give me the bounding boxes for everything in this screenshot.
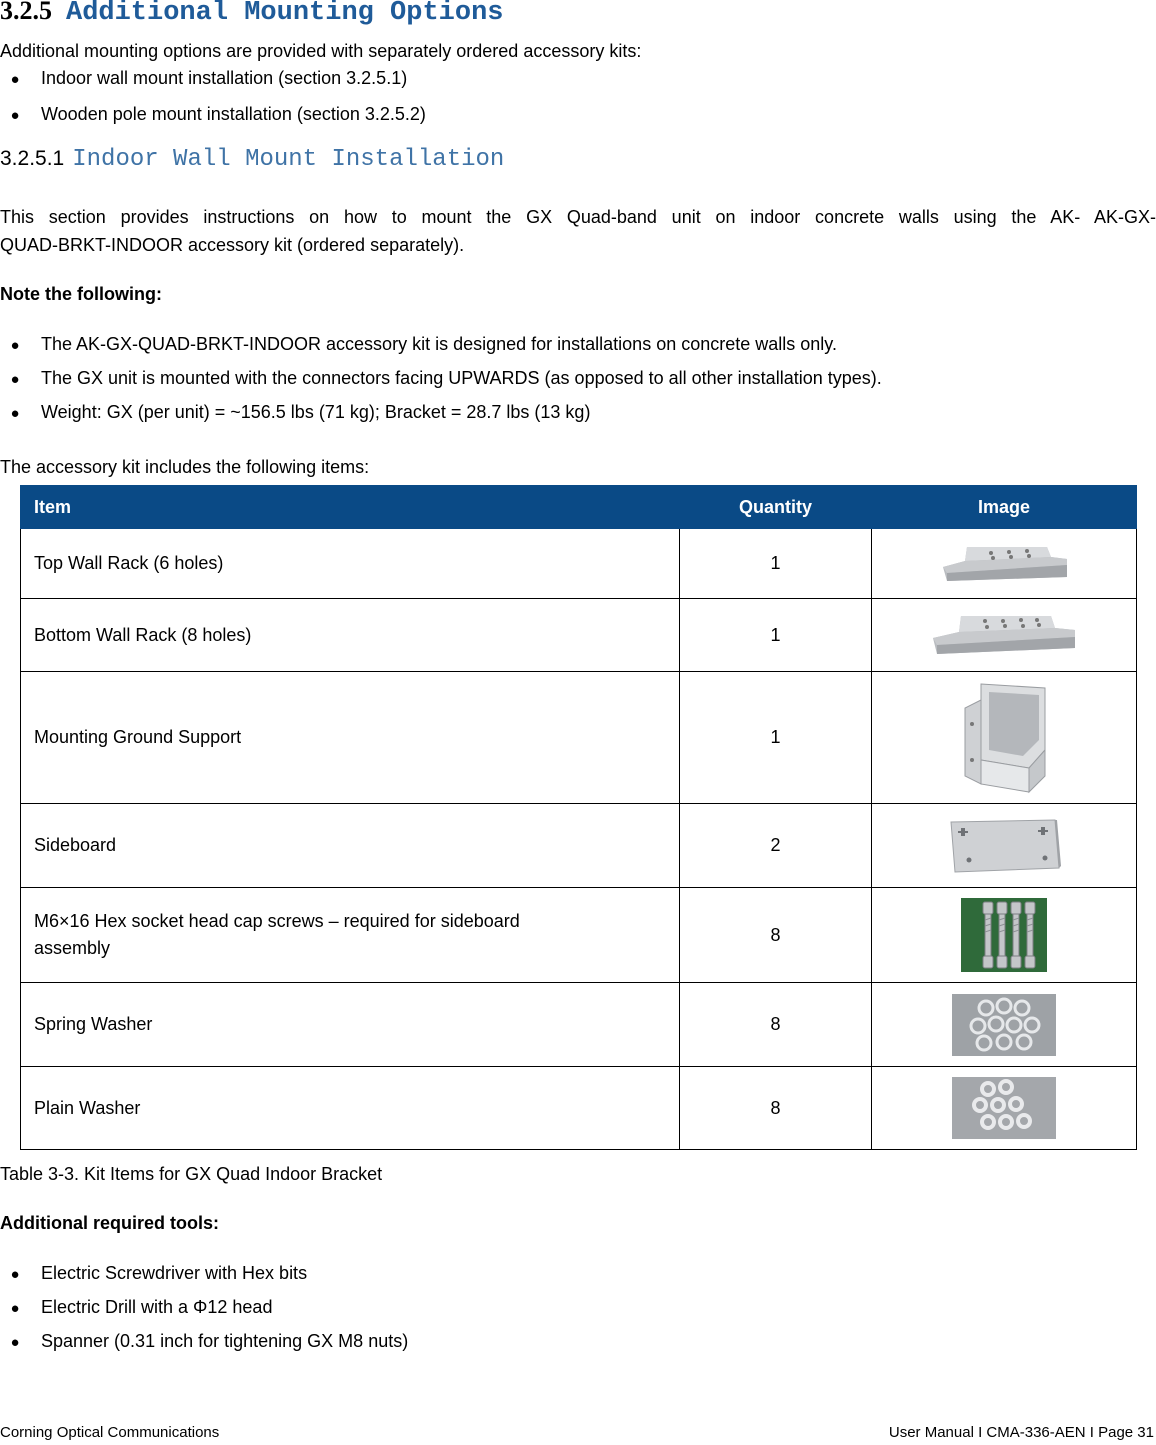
list-item: [0, 334, 1100, 360]
table-row: [21, 888, 1137, 983]
spring-washer-icon: [952, 994, 1056, 1056]
cell-image: [872, 1067, 1137, 1150]
table-row: [21, 804, 1137, 888]
cell-item: [21, 888, 680, 983]
cell-quantity: 8: [680, 888, 872, 983]
section-heading: [0, 0, 503, 28]
footer-right: User Manual I CMA-336-AEN I Page 31: [888, 1424, 1154, 1441]
paragraph-line: This section provides instructions on how to mount the GX Quad-band unit on indoor concrete walls using the AK- AK-GX-: [0, 207, 1156, 227]
hex-screws-icon: [961, 898, 1047, 972]
subsection-heading: [0, 146, 504, 173]
table-row: [21, 529, 1137, 599]
table-row: [21, 672, 1137, 804]
list-item: [0, 1331, 1100, 1357]
table-header-row: [21, 486, 1137, 529]
cell-image: [872, 983, 1137, 1067]
header-item: Item: [21, 486, 680, 529]
bullet-icon: ●: [10, 71, 20, 88]
cell-item: Spring Washer: [21, 983, 680, 1067]
note-heading: Note the following:: [0, 284, 162, 304]
table-row: [21, 983, 1137, 1067]
list-item-text: The GX unit is mounted with the connectors facing UPWARDS (as opposed to all other installation types).: [41, 368, 882, 388]
bullet-icon: ●: [10, 1266, 20, 1283]
cell-quantity: 1: [680, 529, 872, 599]
header-quantity: Quantity: [680, 486, 872, 529]
cell-quantity: 8: [680, 1067, 872, 1150]
subsection-number: 3.2.5.1: [0, 147, 65, 170]
cell-quantity: 8: [680, 983, 872, 1067]
bullet-icon: ●: [10, 371, 20, 388]
top-wall-rack-icon: [939, 541, 1069, 587]
bullet-icon: ●: [10, 1334, 20, 1351]
cell-item: Plain Washer: [21, 1067, 680, 1150]
table-row: [21, 599, 1137, 672]
cell-item: Mounting Ground Support: [21, 672, 680, 804]
cell-quantity: 1: [680, 599, 872, 672]
cell-item-line: assembly: [34, 938, 111, 958]
paragraph-line: QUAD-BRKT-INDOOR accessory kit (ordered separately).: [0, 235, 465, 255]
cell-quantity: 1: [680, 672, 872, 804]
cell-image: [872, 529, 1137, 599]
list-item-text: Electric Drill with a Φ12 head: [41, 1297, 273, 1317]
list-item-text: Spanner (0.31 inch for tightening GX M8 nuts): [41, 1331, 409, 1351]
tools-heading: Additional required tools:: [0, 1213, 219, 1233]
section-number: 3.2.5: [0, 0, 52, 25]
list-item-text: Indoor wall mount installation (section 3.2.5.1): [41, 68, 408, 88]
list-item: [0, 1263, 1100, 1289]
list-item-text: The AK-GX-QUAD-BRKT-INDOOR accessory kit is designed for installations on concrete walls only.: [41, 334, 837, 354]
cell-image: [872, 599, 1137, 672]
bullet-icon: ●: [10, 1300, 20, 1317]
cell-quantity: 2: [680, 804, 872, 888]
table-row: [21, 1067, 1137, 1150]
footer-left: Corning Optical Communications: [0, 1424, 220, 1441]
bullet-icon: ●: [10, 405, 20, 422]
list-item: [0, 1297, 1100, 1323]
subsection-title: Indoor Wall Mount Installation: [72, 146, 505, 173]
bullet-icon: ●: [10, 107, 20, 124]
intro-text: Additional mounting options are provided with separately ordered accessory kits:: [0, 41, 642, 61]
section-paragraph: [0, 203, 1156, 259]
list-item-text: Weight: GX (per unit) = ~156.5 lbs (71 kg); Bracket = 28.7 lbs (13 kg): [41, 402, 591, 422]
cell-item-line: M6×16 Hex socket head cap screws – required for sideboard: [34, 911, 520, 931]
list-item: [0, 68, 1100, 94]
header-image: Image: [872, 486, 1137, 529]
cell-item: Sideboard: [21, 804, 680, 888]
cell-item: Bottom Wall Rack (8 holes): [21, 599, 680, 672]
list-item: [0, 368, 1100, 394]
bullet-icon: ●: [10, 337, 20, 354]
list-item: [0, 402, 1100, 428]
sideboard-icon: [945, 816, 1063, 876]
cell-image: [872, 888, 1137, 983]
kit-intro: The accessory kit includes the following items:: [0, 457, 370, 477]
kit-items-table: [20, 485, 1137, 1150]
list-item-text: Wooden pole mount installation (section 3.2.5.2): [41, 104, 426, 124]
cell-item: Top Wall Rack (6 holes): [21, 529, 680, 599]
plain-washer-icon: [952, 1077, 1056, 1139]
cell-image: [872, 804, 1137, 888]
table-caption: Table 3-3. Kit Items for GX Quad Indoor Bracket: [0, 1164, 383, 1184]
section-title: Additional Mounting Options: [66, 0, 504, 28]
list-item: [0, 104, 1100, 130]
list-item-text: Electric Screwdriver with Hex bits: [41, 1263, 308, 1283]
cell-image: [872, 672, 1137, 804]
ground-support-icon: [959, 680, 1049, 796]
bottom-wall-rack-icon: [931, 610, 1077, 660]
